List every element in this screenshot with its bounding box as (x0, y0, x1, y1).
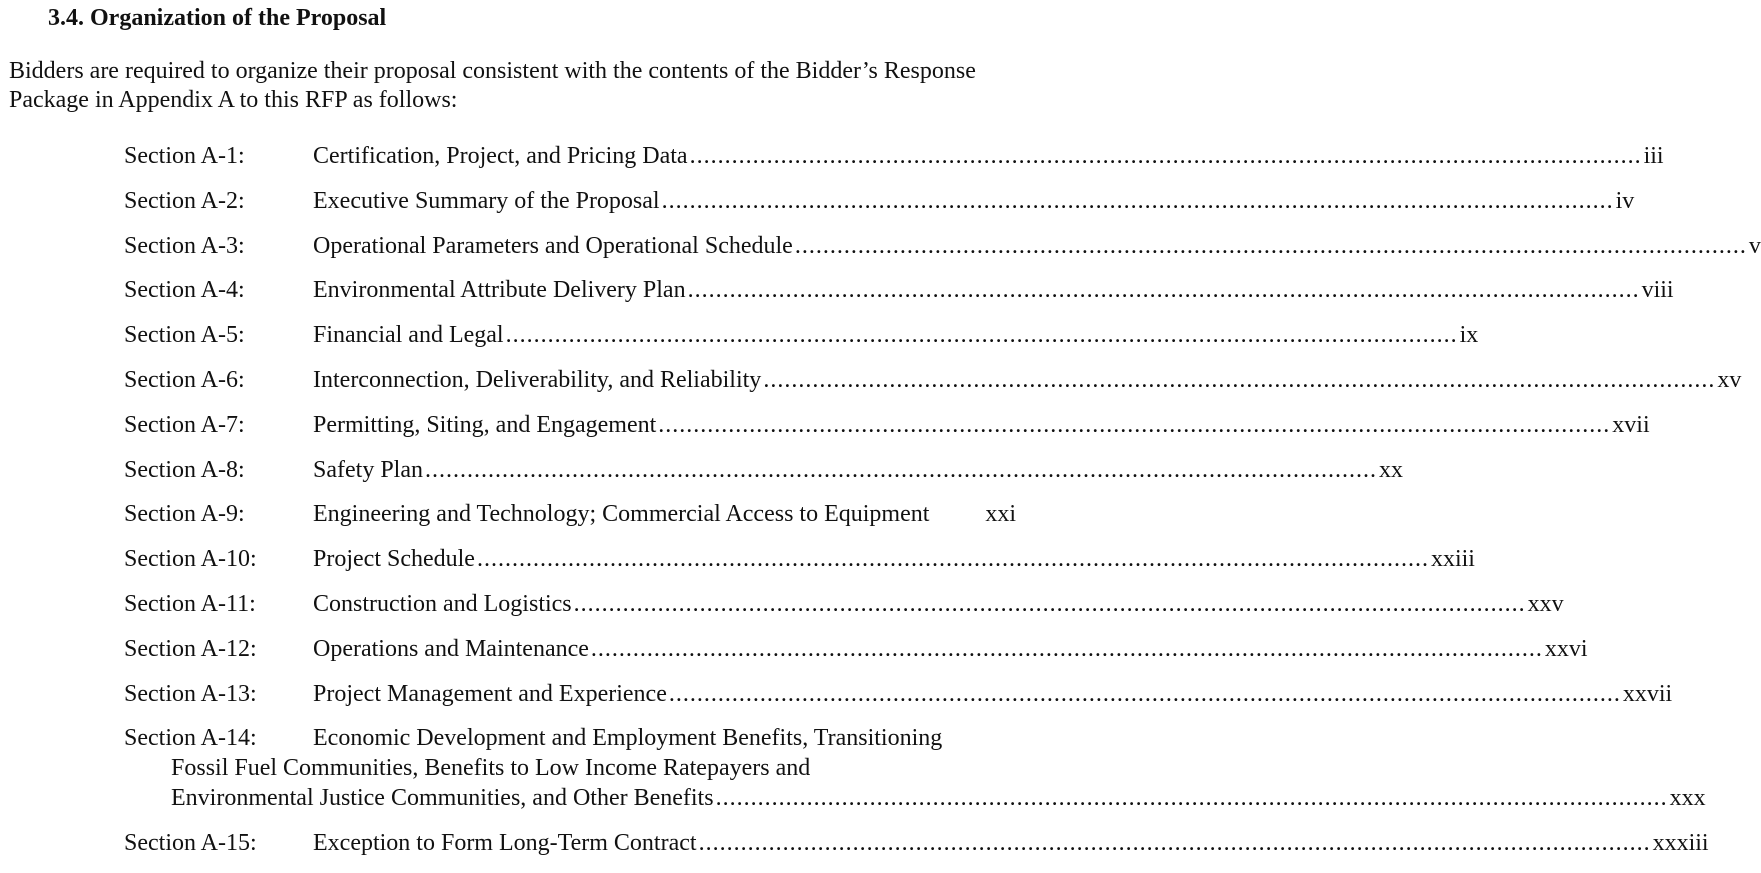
toc-page-number: ix (1459, 322, 1479, 349)
toc-page-number: iv (1615, 187, 1635, 214)
toc-entry[interactable] (124, 141, 1664, 171)
toc-page-number: xvii (1612, 411, 1650, 438)
intro-paragraph: Bidders are required to organize their proposal consistent with the contents of the Bidder’s Response Package in Appendix A to this RFP as follows: (9, 58, 976, 113)
toc-entry[interactable] (124, 186, 1635, 216)
toc-section-title-line: Economic Development and Employment Benefits, Transitioning (313, 725, 943, 752)
toc-section-title: Financial and Legal (313, 322, 504, 349)
toc-page-number: xv (1717, 366, 1742, 393)
toc-page-number: viii (1641, 277, 1674, 304)
toc-entry[interactable] (124, 320, 1479, 350)
dot-leader: ........................................................................................................................................ (689, 143, 1642, 169)
toc-section-title: Environmental Attribute Delivery Plan (313, 277, 686, 304)
toc-section-label: Section A-4: (124, 277, 245, 304)
toc-section-label: Section A-13: (124, 680, 257, 707)
toc-page-number: v (1748, 232, 1761, 259)
toc-section-label: Section A-11: (124, 590, 256, 617)
toc-page-number: xxx (1669, 785, 1706, 812)
toc-section-title: Engineering and Technology; Commercial Access to Equipment (313, 501, 930, 528)
toc-section-label: Section A-2: (124, 187, 245, 214)
dot-leader: ........................................................................................................................................ (476, 546, 1429, 573)
dot-leader: ........................................................................................................................................ (698, 830, 1651, 857)
toc-section-label: Section A-7: (124, 411, 245, 438)
dot-leader: ........................................................................................................................................ (794, 232, 1747, 259)
dot-leader: ........................................................................................................................................ (687, 277, 1640, 304)
toc-section-title: Operations and Maintenance (313, 635, 589, 662)
toc-entry-multiline[interactable] (124, 723, 1706, 813)
toc-page-number: xx (1378, 456, 1403, 483)
toc-section-title: Construction and Logistics (313, 590, 572, 617)
toc-entry[interactable] (124, 544, 1475, 574)
toc-section-title: Permitting, Siting, and Engagement (313, 411, 657, 438)
dot-leader: ........................................................................................................................................ (658, 411, 1611, 438)
toc-page-number: xxiii (1430, 546, 1475, 573)
toc-section-label: Section A-12: (124, 635, 257, 662)
toc-page-number: xxv (1527, 590, 1564, 617)
dot-leader: ........................................................................................................................................ (715, 785, 1668, 812)
dot-leader: ........................................................................................................................................ (590, 635, 1543, 662)
dot-leader: ........................................................................................................................................ (424, 456, 1377, 483)
toc-section-label: Section A-5: (124, 322, 245, 349)
toc-page-number: xxxiii (1652, 830, 1709, 857)
toc-entry[interactable] (124, 828, 1709, 858)
toc-page-number: iii (1643, 143, 1664, 169)
toc-page-number: xxi (985, 501, 1016, 528)
dot-leader: ........................................................................................................................................ (661, 187, 1614, 214)
toc-section-label: Section A-6: (124, 366, 245, 393)
toc-entry[interactable] (124, 455, 1403, 485)
toc-entry[interactable] (124, 365, 1742, 395)
dot-leader: ........................................................................................................................................ (573, 590, 1526, 617)
toc-entry[interactable] (124, 679, 1673, 709)
toc-section-title: Operational Parameters and Operational Schedule (313, 232, 793, 259)
toc-section-label: Section A-3: (124, 232, 245, 259)
toc-section-title: Certification, Project, and Pricing Data (313, 143, 688, 169)
toc-page-number: xxvii (1622, 680, 1673, 707)
toc-section-title: Safety Plan (313, 456, 423, 483)
toc-section-label: Section A-1: (124, 143, 245, 169)
toc-section-title: Interconnection, Deliverability, and Reliability (313, 366, 762, 393)
toc-page-number: xxvi (1544, 635, 1588, 662)
toc-entry[interactable] (124, 634, 1588, 664)
toc-section-title-line: Fossil Fuel Communities, Benefits to Low Income Ratepayers and (171, 755, 811, 782)
section-heading: 3.4. Organization of the Proposal (48, 5, 387, 31)
toc-section-title: Project Schedule (313, 546, 475, 573)
dot-leader: ........................................................................................................................................ (763, 366, 1716, 393)
toc-section-label: Section A-14: (124, 725, 257, 752)
toc-section-title: Exception to Form Long-Term Contract (313, 830, 697, 857)
toc-entry[interactable] (124, 231, 1761, 261)
toc-section-label: Section A-15: (124, 830, 257, 857)
toc-section-title: Project Management and Experience (313, 680, 667, 707)
toc-section-label: Section A-8: (124, 456, 245, 483)
toc-entry[interactable] (124, 589, 1564, 619)
toc-entry[interactable] (124, 275, 1674, 305)
toc-section-title-line: Environmental Justice Communities, and Other Benefits (171, 785, 714, 812)
toc-section-title: Executive Summary of the Proposal (313, 187, 660, 214)
toc-section-label: Section A-10: (124, 546, 257, 573)
table-of-contents (124, 141, 1761, 873)
toc-entry[interactable] (124, 410, 1650, 440)
toc-entry[interactable] (124, 499, 1016, 529)
toc-section-label: Section A-9: (124, 501, 245, 528)
dot-leader: ........................................................................................................................................ (505, 322, 1458, 349)
dot-leader: ........................................................................................................................................ (668, 680, 1621, 707)
